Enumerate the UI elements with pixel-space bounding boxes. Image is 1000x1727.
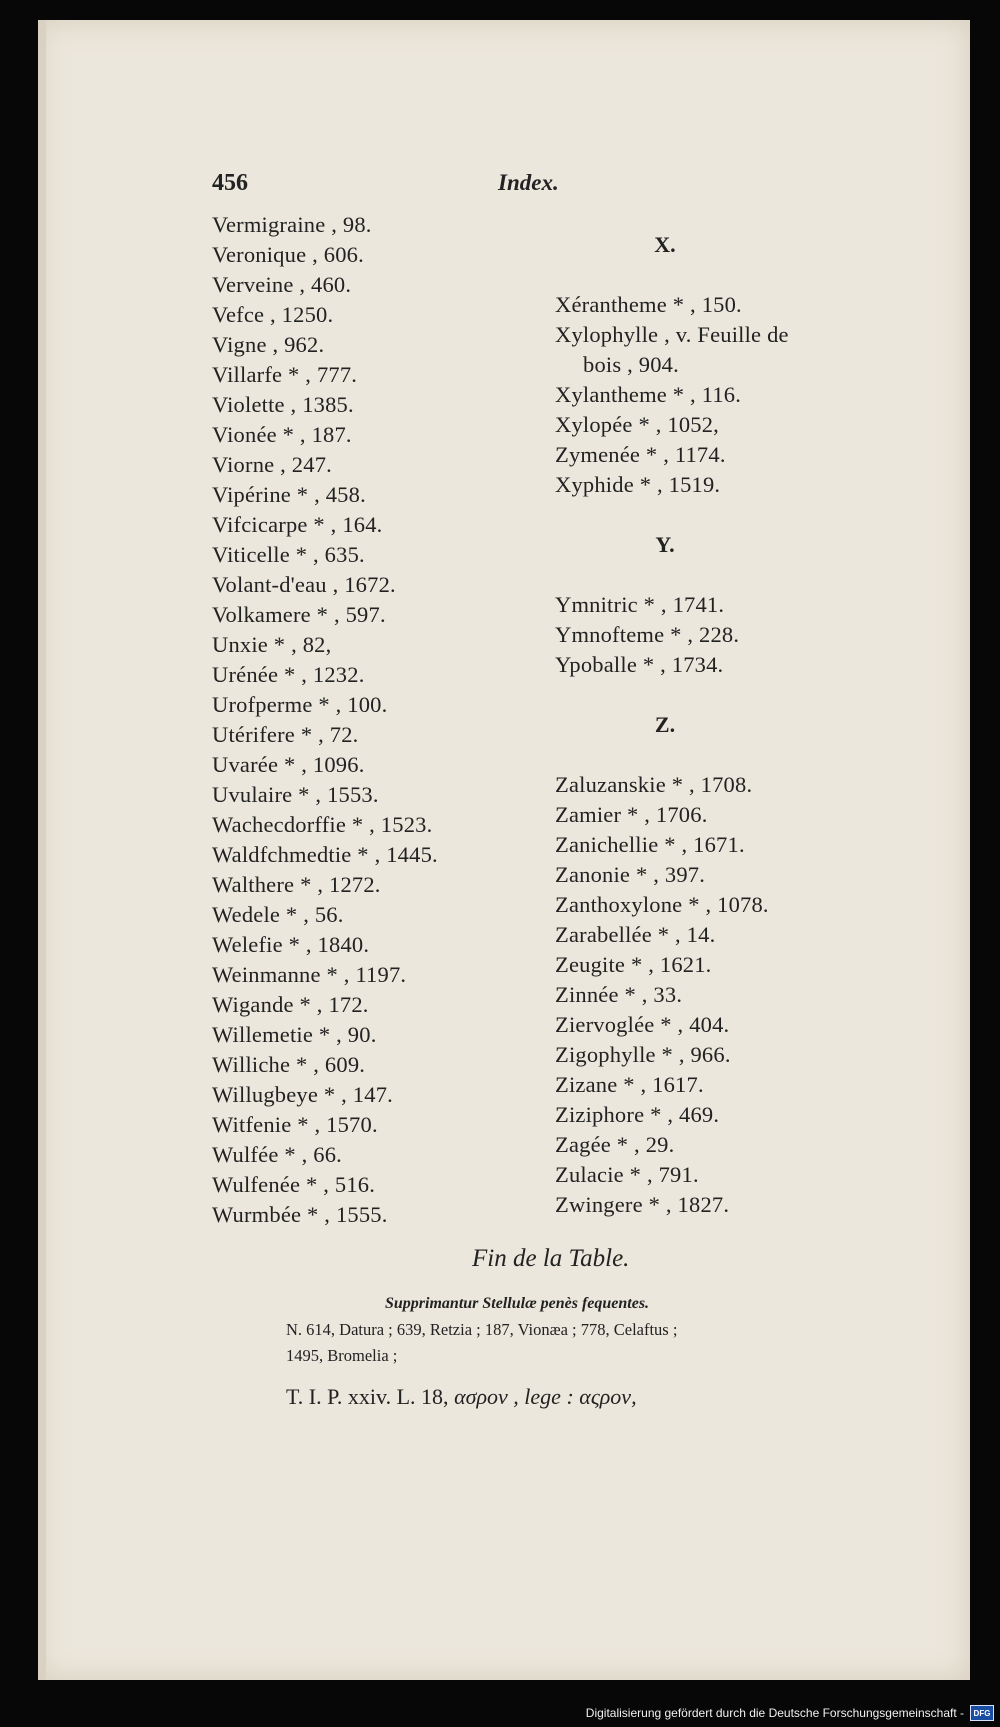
index-entry: Xérantheme * , 150.: [555, 292, 742, 317]
index-entry: Utérifere * , 72.: [212, 722, 359, 747]
erratum-wrong: ασρον: [454, 1384, 508, 1409]
index-entry: Verveine , 460.: [212, 272, 352, 297]
index-entry: Uvulaire * , 1553.: [212, 782, 379, 807]
index-entry: Welefie * , 1840.: [212, 932, 370, 957]
index-left-column: [212, 210, 438, 1230]
index-entry: Zanthoxylone * , 1078.: [555, 892, 769, 917]
index-entry: Zulacie * , 791.: [555, 1162, 699, 1187]
index-entry: Ypoballe * , 1734.: [555, 652, 724, 677]
index-entry: Vermigraine , 98.: [212, 212, 372, 237]
index-entry: Zaluzanskie * , 1708.: [555, 772, 753, 797]
index-entry: Zigophylle * , 966.: [555, 1042, 731, 1067]
index-right-column: [555, 230, 789, 1220]
footer-credit: Digitalisierung gefördert durch die Deutsche Forschungsgemeinschaft -: [585, 1706, 964, 1720]
erratum-prefix: T. I. P. xxiv. L. 18,: [286, 1384, 449, 1409]
index-entry: Ymnitric * , 1741.: [555, 592, 725, 617]
index-entry: Uvarée * , 1096.: [212, 752, 365, 777]
index-entry: Vigne , 962.: [212, 332, 325, 357]
column-spacer: [555, 260, 789, 290]
index-entry: Wigande * , 172.: [212, 992, 369, 1017]
suppress-heading: Supprimantur Stellulæ penès fequentes.: [385, 1295, 650, 1312]
column-spacer: [555, 560, 789, 590]
index-entry: Zeugite * , 1621.: [555, 952, 712, 977]
index-entry: Ymnofteme * , 228.: [555, 622, 740, 647]
index-entry: Zamier * , 1706.: [555, 802, 708, 827]
column-spacer: [555, 500, 789, 530]
index-entry: Williche * , 609.: [212, 1052, 366, 1077]
index-entry: Vefce , 1250.: [212, 302, 334, 327]
index-entry: Zinnée * , 33.: [555, 982, 683, 1007]
index-entry: Unxie * , 82,: [212, 632, 332, 657]
column-spacer: [555, 740, 789, 770]
section-letter: X.: [654, 232, 676, 257]
index-entry: Zymenée * , 1174.: [555, 442, 726, 467]
suppress-line-2: 1495, Bromelia ;: [286, 1346, 398, 1365]
index-entry: Zizane * , 1617.: [555, 1072, 704, 1097]
erratum-line: [286, 1384, 637, 1410]
index-entry: Violette , 1385.: [212, 392, 354, 417]
index-entry: Vionée * , 187.: [212, 422, 352, 447]
index-entry: Zarabellée * , 14.: [555, 922, 716, 947]
index-entry: Xylopée * , 1052,: [555, 412, 719, 437]
suppress-line-1: N. 614, Datura ; 639, Retzia ; 187, Vionæa ; 778, Celaftus ;: [286, 1320, 678, 1339]
index-entry: Veronique , 606.: [212, 242, 364, 267]
index-entry: Xylophylle , v. Feuille de: [555, 322, 789, 347]
index-entry: Urénée * , 1232.: [212, 662, 365, 687]
index-entry: Wurmbée * , 1555.: [212, 1202, 388, 1227]
index-entry: Viticelle * , 635.: [212, 542, 365, 567]
page-number: 456: [212, 170, 248, 196]
index-entry: Volkamere * , 597.: [212, 602, 386, 627]
index-entry: Vipérine * , 458.: [212, 482, 366, 507]
page-spine-shadow: [38, 20, 46, 1680]
section-letter: Z.: [654, 712, 676, 737]
index-entry: Viorne , 247.: [212, 452, 332, 477]
book-page: [38, 20, 970, 1680]
index-entry: Ziziphore * , 469.: [555, 1102, 720, 1127]
end-of-table: Fin de la Table.: [472, 1245, 630, 1272]
index-entry: Wulfenée * , 516.: [212, 1172, 376, 1197]
index-entry: Walthere * , 1272.: [212, 872, 381, 897]
index-entry: Vifcicarpe * , 164.: [212, 512, 383, 537]
index-entry: Waldfchmedtie * , 1445.: [212, 842, 438, 867]
index-entry: Wachecdorffie * , 1523.: [212, 812, 433, 837]
index-entry: Xyphide * , 1519.: [555, 472, 721, 497]
erratum-right: αςρον,: [579, 1384, 637, 1409]
dfg-logo-icon: DFG: [970, 1705, 994, 1721]
index-entry: Witfenie * , 1570.: [212, 1112, 378, 1137]
running-head: Index.: [498, 170, 559, 195]
index-entry: Weinmanne * , 1197.: [212, 962, 407, 987]
column-spacer: [555, 680, 789, 710]
index-entry: Willugbeye * , 147.: [212, 1082, 393, 1107]
index-entry: Zanonie * , 397.: [555, 862, 706, 887]
index-entry: Villarfe * , 777.: [212, 362, 358, 387]
index-entry: Wulfée * , 66.: [212, 1142, 342, 1167]
index-entry: Zwingere * , 1827.: [555, 1192, 730, 1217]
index-entry: Xylantheme * , 116.: [555, 382, 742, 407]
digitization-footer: [586, 1703, 994, 1723]
index-entry: Ziervoglée * , 404.: [555, 1012, 730, 1037]
index-entry: Zanichellie * , 1671.: [555, 832, 745, 857]
index-entry-continuation: bois , 904.: [583, 352, 679, 377]
index-entry: Zagée * , 29.: [555, 1132, 675, 1157]
section-letter: Y.: [655, 532, 675, 557]
index-entry: Willemetie * , 90.: [212, 1022, 377, 1047]
index-entry: Urofperme * , 100.: [212, 692, 388, 717]
erratum-lege: , lege :: [513, 1384, 574, 1409]
index-entry: Volant-d'eau , 1672.: [212, 572, 396, 597]
index-entry: Wedele * , 56.: [212, 902, 344, 927]
